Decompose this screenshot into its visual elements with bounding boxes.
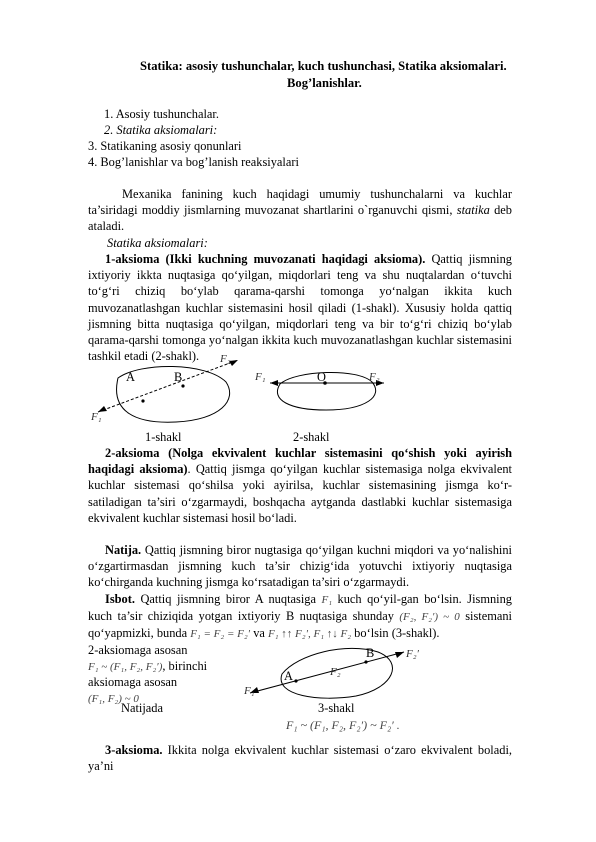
fig1-caption: 1-shakl xyxy=(145,430,182,444)
figure-1 xyxy=(88,356,248,436)
natija-paragraph: Natija. Qattiq jismning biror nugtasiga qo‘yilgan kuchni miqdori va yo‘nalishini o‘zgartirmasdan jismning kuch ta’sir chizig‘ida yotuvchi ixtiyoriy nuqtasiga ko‘chirganda kuchning jismga ko‘rsatadigan ta’siri o‘zgarmaydi. xyxy=(88,543,512,590)
outline-item-1: 1. Asosiy tushunchalar. xyxy=(104,107,219,121)
fig3-force-f1: F₁ xyxy=(244,685,255,697)
outline-item-2: 2. Statika aksiomalari: xyxy=(104,123,218,137)
figure-3 xyxy=(238,638,418,708)
title-line-1: Statika: asosiy tushunchalar, kuch tushunchasi, Statika aksiomalari. xyxy=(140,59,507,73)
fig1-force-f2: F₂ xyxy=(220,353,231,365)
fig1-label-b: B xyxy=(174,370,183,384)
fig3-label-b: B xyxy=(366,646,375,660)
axiom-2-paragraph: 2-aksioma (Nolga ekvivalent kuchlar sistemasini qo‘shish yoki ayirish haqidagi aksioma). Qattiq jismga qo‘yilgan kuchlar sistemasiga nolga ekvivalent kuchlar sistemasi qo‘shilsa yoki ayirilsa, kuchlar sistemasining jismga ko‘r-satiladigan ta’siri o‘zgarmaydi, boshqacha aytganda dastlabki kuchlar sistemasiga ekvivalent kuchlar sistemasi hosil bo‘ladi. xyxy=(88,446,512,525)
axioms-heading: Statika aksiomalari: xyxy=(107,236,208,250)
axiom-1-paragraph: 1-aksioma (Ikki kuchning muvozanati haqidagi aksioma). Qattiq jismning ixtiyoriy ikkta nuqtasiga qo‘yilgan, miqdorlari teng va shu nuqtalardan o‘tuvchi to‘g‘ri chiziq bo‘ylab qarama-qarshi tomonga yo‘nalgan ikkita kuch muvozanatlashgan kuchlar sistemasini hosil qiladi (1-shakl). Xususiy holda qattiq jismning bitta nuqtasiga qo‘yilgan, miqdorlari teng va bir to‘g‘ri chiziq bo‘ylab qarama-qarshi tomonga yo‘nalgan ikkita kuch muvozanatlashgan kuchlar sistemasini tashkil etadi (2-shakl). xyxy=(88,252,512,364)
natijada-label: Natijada xyxy=(121,701,163,715)
ax1-asosan: aksiomaga asosan xyxy=(88,675,178,689)
fig2-force-f2: F₂ xyxy=(369,371,380,383)
title-line-2: Bog’lanishlar. xyxy=(287,76,362,90)
fig1-force-f1: F₁ xyxy=(91,411,102,423)
axiom-3-paragraph: 3-aksioma. Ikkita nolga ekvivalent kuchlar sistemasi o‘zaro ekvivalent boladi, ya’ni xyxy=(88,743,512,774)
ax2-formula-line: F₁ ~ (F₁, F₂, F₂′), birinchi xyxy=(88,659,208,673)
isbot-line-2: kuch ta’sir chiziqida yotgan ixtiyoriy B nuqtasiga shunday (F₂, F₂′) ~ 0 sistemani xyxy=(88,609,512,623)
ax1-formula-line: (F₁, F₂) ~ 0 xyxy=(88,693,139,705)
outline-item-4: 4. Bog’lanishlar va bog’lanish reaksiyalari xyxy=(88,155,299,169)
fig2-label-o: O xyxy=(317,370,326,384)
fig3-label-a: A xyxy=(284,669,293,683)
fig3-caption: 3-shakl xyxy=(318,701,355,715)
fig1-label-a: A xyxy=(126,370,135,384)
isbot-line-1: Isbot. Qattiq jismning biror A nuqtasiga F₁ kuch qo‘yil-gan bo‘lsin. Jismning xyxy=(105,592,513,606)
isbot-line-3: qo‘yapmizki, bunda F₁ = F₂ = F₂′ va F₁ ↑↑ F₂′, F₁ ↑↓ F₂ bo‘lsin (3-shakl). xyxy=(88,626,440,640)
outline-item-3: 3. Statikaning asosiy qonunlari xyxy=(88,139,242,153)
fig2-caption: 2-shakl xyxy=(293,430,330,444)
fig2-force-f1: F₁ xyxy=(255,371,266,383)
ax2-asosan: 2-aksiomaga asosan xyxy=(88,643,188,657)
fig3-force-f2: F₂ xyxy=(330,666,341,678)
intro-paragraph: Mexanika fanining kuch haqidagi umumiy tushunchalarni va kuchlar ta’siridagi moddiy jismlarning muvozanat shartlarini o`rganuvchi qismi, statika deb ataladi. xyxy=(88,187,512,234)
result-formula: F₁ ~ (F₁, F₂, F₂′) ~ F₂′ . xyxy=(286,718,400,732)
fig3-force-f2p: F₂′ xyxy=(406,648,419,660)
